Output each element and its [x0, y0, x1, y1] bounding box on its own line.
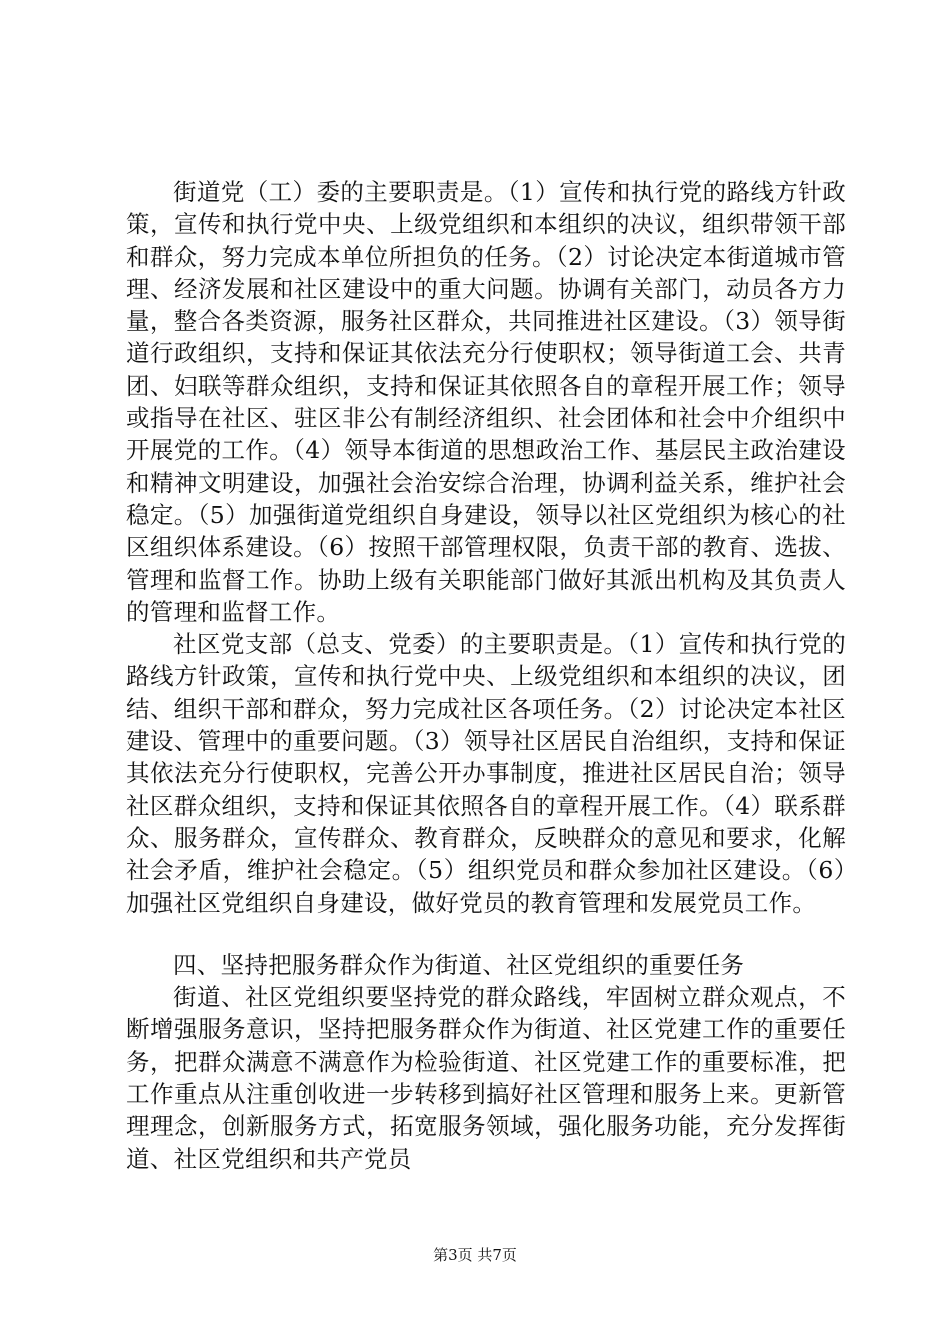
paragraph-street-committee-duties: 街道党（工）委的主要职责是。（1）宣传和执行党的路线方针政策，宣传和执行党中央、上级党组织和本组织的决议，组织带领干部和群众，努力完成本单位所担负的任务。（2）讨论决定本街道城市管理、经济发展和社区建设中的重大问题。协调有关部门，动员各方力量，整合各类资源，服务社区群众，共同推进社区建设。（3）领导街道行政组织，支持和保证其依法充分行使职权；领导街道工会、共青团、妇联等群众组织，支持和保证其依照各自的章程开展工作；领导或指导在社区、驻区非公有制经济组织、社会团体和社会中介组织中开展党的工作。（4）领导本街道的思想政治工作、基层民主政治建设和精神文明建设，加强社会治安综合治理，协调利益关系，维护社会稳定。（5）加强街道党组织自身建设，领导以社区党组织为核心的社区组织体系建设。（6）按照干部管理权限，负责干部的教育、选拔、管理和监督工作。协助上级有关职能部门做好其派出机构及其负责人的管理和监督工作。 [126, 178, 846, 626]
section-heading: 四、坚持把服务群众作为街道、社区党组织的重要任务 [173, 950, 745, 979]
page-number-footer: 第3页 共7页 [433, 1246, 517, 1264]
paragraph-community-branch-duties: 社区党支部（总支、党委）的主要职责是。（1）宣传和执行党的路线方针政策，宣传和执行党中央、上级党组织和本组织的决议，团结、组织干部和群众，努力完成社区各项任务。（2）讨论决定本社区建设、管理中的重要问题。（3）领导社区居民自治组织，支持和保证其依法充分行使职权，完善公开办事制度，推进社区居民自治；领导社区群众组织，支持和保证其依照各自的章程开展工作。（4）联系群众、服务群众，宣传群众、教育群众，反映群众的意见和要求，化解社会矛盾，维护社会稳定。（5）组织党员和群众参加社区建设。（6）加强社区党组织自身建设，做好党员的教育管理和发展党员工作。 [126, 630, 846, 917]
document-body [126, 176, 846, 1175]
paragraph-serving-the-masses: 街道、社区党组织要坚持党的群众路线，牢固树立群众观点，不断增强服务意识，坚持把服务群众作为街道、社区党建工作的重要任务，把群众满意不满意作为检验街道、社区党建工作的重要标准，把工作重点从注重创收进一步转移到搞好社区管理和服务上来。更新管理理念，创新服务方式，拓宽服务领域，强化服务功能，充分发挥街道、社区党组织和共产党员 [126, 983, 846, 1173]
